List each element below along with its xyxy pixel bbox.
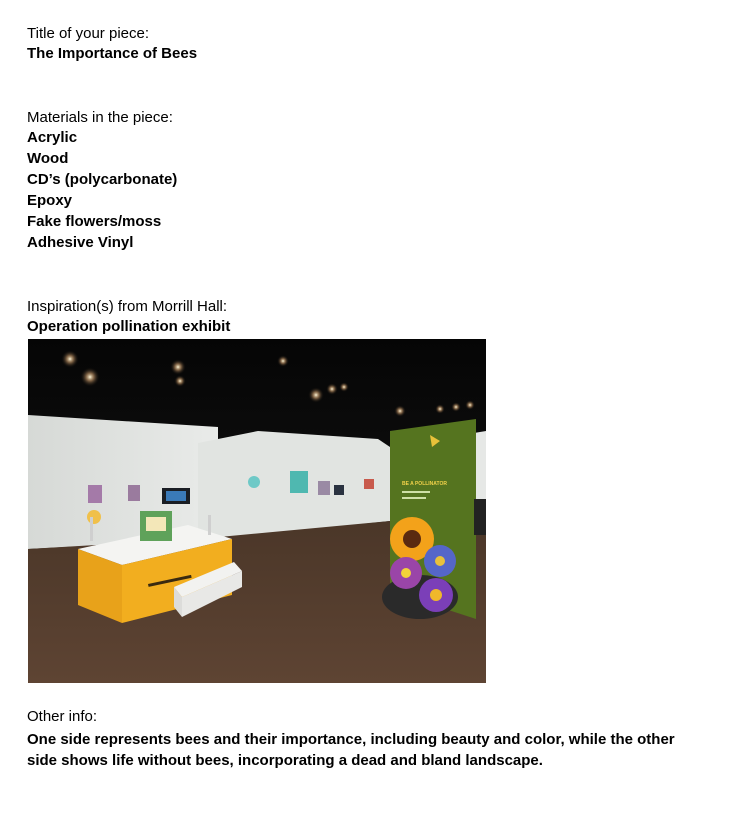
exhibit-photo <box>28 339 486 683</box>
pollinator-banner <box>382 419 476 619</box>
material-item-cds: CD’s (polycarbonate) <box>27 171 178 188</box>
flower-purple-icon <box>390 557 422 589</box>
inspiration-value: Operation pollination exhibit <box>27 318 231 335</box>
title-value: The Importance of Bees <box>27 45 198 62</box>
material-item-epoxy: Epoxy <box>27 192 73 209</box>
materials-label: Materials in the piece: <box>27 109 173 126</box>
banner-text: BE A POLLINATOR <box>402 481 447 487</box>
flower-blue-icon <box>424 545 456 577</box>
material-item-fake-flowers: Fake flowers/moss <box>27 213 162 230</box>
other-info-label: Other info: <box>27 708 98 725</box>
other-info-value: One side represents bees and their importance, including beauty and color, while the other side shows life without bees, incorporating a dead and bland landscape. <box>27 731 675 769</box>
material-item-acrylic: Acrylic <box>27 129 78 146</box>
inspiration-label: Inspiration(s) from Morrill Hall: <box>27 298 228 315</box>
title-label: Title of your piece: <box>27 25 149 42</box>
flower-violet-icon <box>419 578 453 612</box>
material-item-adhesive-vinyl: Adhesive Vinyl <box>27 234 134 251</box>
material-item-wood: Wood <box>27 150 69 167</box>
